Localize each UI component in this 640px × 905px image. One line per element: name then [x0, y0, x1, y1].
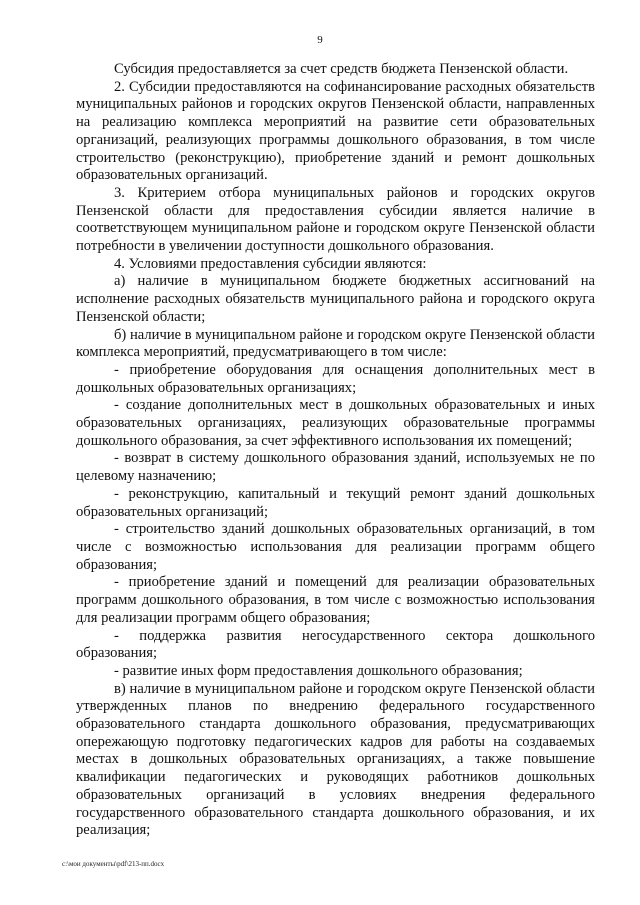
- list-item-equipment: - приобретение оборудования для оснащения дополнительных мест в дошкольных образовательных организациях;: [76, 361, 595, 396]
- paragraph-4b-measures-complex: б) наличие в муниципальном районе и городском округе Пензенской области комплекса мероприятий, предусматривающего в том числе:: [76, 326, 595, 361]
- page-number: 9: [317, 34, 323, 46]
- paragraph-subsidy-source: Субсидия предоставляется за счет средств бюджета Пензенской области.: [114, 61, 569, 77]
- paragraph-4a-budget-allocations: а) наличие в муниципальном бюджете бюджетных ассигнований на исполнение расходных обязательств муниципального района и городского округа Пензенской области;: [76, 273, 595, 325]
- list-item-nongovernmental-support: - поддержка развития негосударственного сектора дошкольного образования;: [76, 627, 595, 662]
- footer-file-path: c:\мои документы\pdf\213-пп.docx: [62, 860, 165, 868]
- paragraph-4-conditions: 4. Условиями предоставления субсидии являются:: [114, 255, 427, 272]
- list-item-acquisition: - приобретение зданий и помещений для реализации образовательных программ дошкольного образования, в том числе с возможностью использования для реализации программ общего образования;: [76, 574, 595, 626]
- list-item-construction: - строительство зданий дошкольных образовательных организаций, в том числе с возможностью использования для реализации программ общего образования;: [76, 521, 595, 573]
- paragraph-2-cofinancing: 2. Субсидии предоставляются на софинансирование расходных обязательств муниципальных районов и городских округов Пензенской области, направленных на реализацию комплекса мероприятий на развитие сети образовательных организаций, реализующих программы дошкольного образования, в том числе строительство (реконструкцию), приобретение зданий и ремонт дошкольных образовательных организаций.: [76, 78, 595, 184]
- list-item-additional-places: - создание дополнительных мест в дошкольных образовательных и иных образовательных организациях, реализующих образовательные программы дошкольного образования, за счет эффективного использования их помещений;: [76, 397, 595, 449]
- list-item-other-forms: - развитие иных форм предоставления дошкольного образования;: [114, 662, 523, 679]
- document-body: [76, 61, 595, 840]
- paragraph-4c-fgos-plans: в) наличие в муниципальном районе и городском округе Пензенской области утвержденных планов по внедрению федерального государственного образовательного стандарта дошкольного образования, предусматривающих опережающую подготовку педагогических кадров для работы на создаваемых местах в дошкольных образовательных организациях, а также повышение квалификации педагогических и руководящих работников дошкольных образовательных организаций в условиях внедрения федерального государственного образовательного стандарта дошкольного образования, и их реализация;: [76, 680, 595, 839]
- paragraph-3-selection-criterion: 3. Критерием отбора муниципальных районов и городских округов Пензенской области для предоставления субсидии является наличие в соответствующем муниципальном районе и городском округе Пензенской области потребности в увеличении доступности дошкольного образования.: [76, 184, 595, 255]
- list-item-return-buildings: - возврат в систему дошкольного образования зданий, используемых не по целевому назначению;: [76, 450, 595, 485]
- list-item-reconstruction: - реконструкцию, капитальный и текущий ремонт зданий дошкольных образовательных организаций;: [76, 485, 595, 520]
